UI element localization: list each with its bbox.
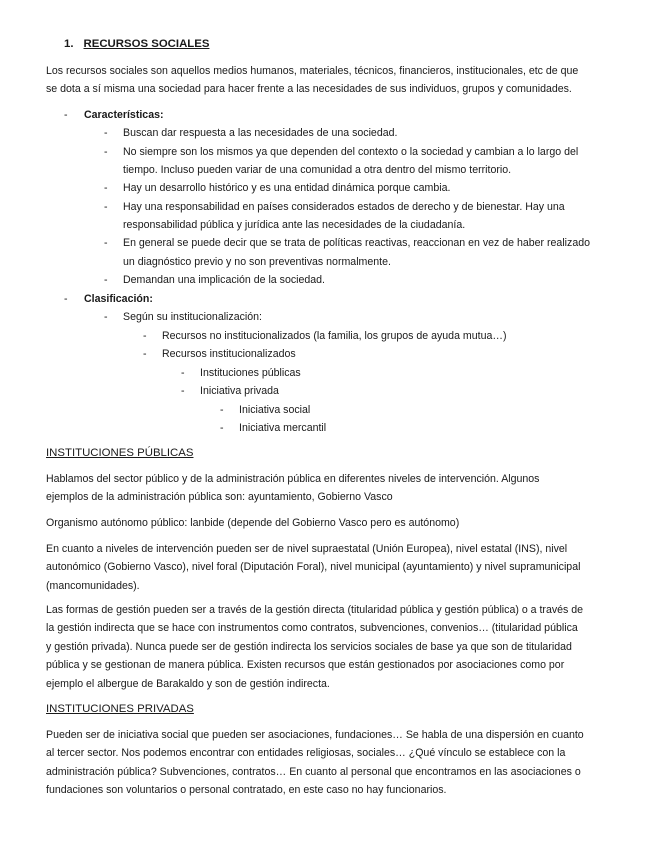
list-item: Recursos no institucionalizados (la familia, los grupos de ayuda mutua…) <box>162 330 507 342</box>
list-item: Iniciativa mercantil <box>239 422 327 434</box>
paragraph-line: la gestión indirecta que se hace con instrumentos como contratos, subvenciones, convenios… (titularidad pública <box>46 622 578 634</box>
paragraph-line: En cuanto a niveles de intervención pueden ser de nivel supraestatal (Unión Europea), nivel estatal (INS), nivel <box>46 543 568 555</box>
paragraph-line: ejemplo el albergue de Barakaldo y son de gestión indirecta. <box>46 678 330 690</box>
bullet-dash: - <box>104 311 108 323</box>
bullet-dash: - <box>104 182 108 194</box>
section-title-text: RECURSOS SOCIALES <box>83 38 210 50</box>
list-item: Hay una responsabilidad en países considerados estados de derecho y de bienestar. Hay una <box>123 201 565 213</box>
intro-line-2: se dota a sí misma una sociedad para hacer frente a las necesidades de sus individuos, grupos y comunidades. <box>46 83 572 95</box>
list-item: No siempre son los mismos ya que dependen del contexto o la sociedad y cambian a lo largo del <box>123 146 579 158</box>
list-item: En general se puede decir que se trata de políticas reactivas, reaccionan en vez de haber realizado <box>123 237 591 249</box>
paragraph-line: al tercer sector. Nos podemos encontrar con entidades religiosas, sociales… ¿Qué vínculo se establece con la <box>46 747 566 759</box>
section-title <box>64 38 209 50</box>
bullet-dash: - <box>143 348 147 360</box>
bullet-dash: - <box>181 385 185 397</box>
bullet-dash: - <box>181 367 185 379</box>
paragraph-line: administración pública? Subvenciones, contratos… En cuanto al personal que encontramos en las asociaciones o <box>46 766 581 778</box>
bullet-dash: - <box>220 404 224 416</box>
list-item-continuation: responsabilidad pública y jurídica ante las necesidades de la ciudadanía. <box>123 219 466 231</box>
caracteristicas-heading: Características: <box>84 109 164 121</box>
bullet-dash: - <box>104 201 108 213</box>
bullet-dash: - <box>64 293 68 305</box>
bullet-dash: - <box>104 127 108 139</box>
bullet-dash: - <box>143 330 147 342</box>
paragraph-line: y gestión privada). Nunca puede ser de gestión indirecta los servicios sociales de base ya que son de titularidad <box>46 641 572 653</box>
list-item-continuation: tiempo. Incluso pueden variar de una comunidad a otra dentro del mismo territorio. <box>123 164 512 176</box>
section-number: 1. <box>64 38 74 50</box>
list-item: Instituciones públicas <box>200 367 301 379</box>
paragraph-line: Las formas de gestión pueden ser a través de la gestión directa (titularidad pública y gestión pública) o a través de <box>46 604 584 616</box>
list-item: Buscan dar respuesta a las necesidades de una sociedad. <box>123 127 398 139</box>
clasificacion-heading: Clasificación: <box>84 293 153 305</box>
paragraph-line: pública y se gestionan de manera pública. Existen recursos que están gestionados por asociaciones como por <box>46 659 565 671</box>
paragraph-line: fundaciones son voluntarios o personal contratado, en este caso no hay funcionarios. <box>46 784 447 796</box>
privadas-heading: INSTITUCIONES PRIVADAS <box>46 703 194 715</box>
bullet-dash: - <box>64 109 68 121</box>
paragraph-line: (mancomunidades). <box>46 580 140 592</box>
list-item: Iniciativa social <box>239 404 311 416</box>
bullet-dash: - <box>220 422 224 434</box>
list-item: Según su institucionalización: <box>123 311 262 323</box>
bullet-dash: - <box>104 274 108 286</box>
list-item: Hay un desarrollo histórico y es una entidad dinámica porque cambia. <box>123 182 451 194</box>
list-item: Recursos institucionalizados <box>162 348 296 360</box>
bullet-dash: - <box>104 146 108 158</box>
paragraph-line: ejemplos de la administración pública son: ayuntamiento, Gobierno Vasco <box>46 491 393 503</box>
paragraph-line: Pueden ser de iniciativa social que pueden ser asociaciones, fundaciones… Se habla de una dispersión en cuanto <box>46 729 584 741</box>
list-item: Iniciativa privada <box>200 385 279 397</box>
publicas-heading: INSTITUCIONES PÚBLICAS <box>46 447 194 459</box>
bullet-dash: - <box>104 237 108 249</box>
list-item-continuation: un diagnóstico previo y no son preventivas normalmente. <box>123 256 391 268</box>
intro-line-1: Los recursos sociales son aquellos medios humanos, materiales, técnicos, financieros, institucionales, etc de que <box>46 65 579 77</box>
paragraph-line: Hablamos del sector público y de la administración pública en diferentes niveles de intervención. Algunos <box>46 473 540 485</box>
list-item: Demandan una implicación de la sociedad. <box>123 274 325 286</box>
paragraph-line: Organismo autónomo público: lanbide (depende del Gobierno Vasco pero es autónomo) <box>46 517 460 529</box>
paragraph-line: autonómico (Gobierno Vasco), nivel foral (Diputación Foral), nivel municipal (ayuntamiento) y nivel supramunicipal <box>46 561 581 573</box>
